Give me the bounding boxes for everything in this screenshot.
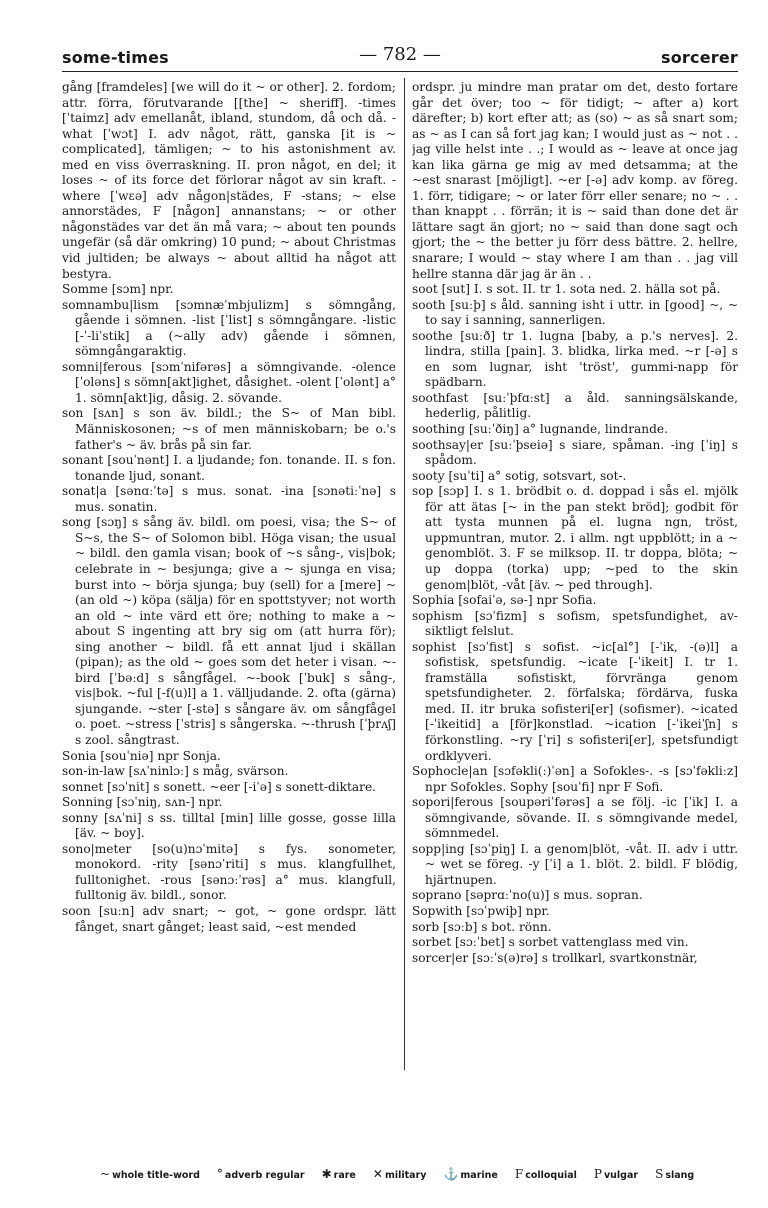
page-number: — 782 — [359, 44, 441, 65]
tilde-icon: ~ [100, 1167, 111, 1181]
dictionary-entry: sonny [sʌˈni] s ss. tilltal [min] lille gosse, gosse lilla [äv. ~ boy]. [62, 810, 396, 841]
dictionary-entry: sono|meter [so(u)nɔˈmitə] s fys. sonometer, monokord. -rity [sənɔˈriti] s mus. klangfullhet, fulltonighet. -rous [sənɔːˈrəs] a° mus. klangfull, fulltonig äv. bildl., sonor. [62, 841, 396, 903]
column-divider [404, 78, 405, 1070]
legend-item: ✱ rare [321, 1167, 356, 1181]
dictionary-entry: sonat|a [sənɑːˈtə] s mus. sonat. -ina [sɔnətiːˈnə] s mus. sonatin. [62, 484, 396, 514]
legend-item: ~ whole title-word [100, 1167, 200, 1181]
legend-item: ° adverb regular [216, 1167, 305, 1181]
dictionary-entry: sorcer|er [sɔːˈs(ə)rə] s trollkarl, svartkonstnär, [412, 950, 698, 965]
abbreviation-legend [100, 1167, 720, 1181]
dictionary-entry: soprano [səprɑːˈno(u)] s mus. sopran. [412, 888, 643, 903]
dictionary-entry: sonnet [sɔˈnit] s sonett. ~eer [-iˈə] s sonett-diktare. [62, 779, 377, 794]
right-column [412, 80, 738, 1060]
dictionary-entry: Sopwith [sɔˈpwiþ] npr. [412, 903, 550, 918]
left-column [62, 80, 396, 1060]
dictionary-entry: Sonia [souˈniə] npr Sonja. [62, 748, 221, 763]
colloquial-mark: F [514, 1167, 524, 1181]
dictionary-entry: Sophocle|an [sɔfəkli(ː)ˈən] a Sofokles-. -s [sɔˈfəkliːz] npr Sofokles. Sophy [souˈfi] npr F Sofi. [412, 764, 738, 794]
anchor-icon: ⚓ [443, 1167, 459, 1181]
dictionary-entry: sooth [suːþ] s åld. sanning isht i uttr. in [good] ~, ~ to say i sanning, sannerligen. [412, 297, 738, 328]
dictionary-entry: sopp|ing [sɔˈpiŋ] I. a genom|blöt, -våt. II. adv i uttr. ~ wet se föreg. -y [ˈi] a 1. blöt. 2. bildl. F blödig, hjärtnupen. [412, 841, 738, 887]
dictionary-entry: sop [sɔp] I. s 1. brödbit o. d. doppad i sås el. mjölk för att ätas [~ in the pan stekt bröd]; godbit för att tysta munnen på el. lugna ngn, tröst, uppmuntran, mutor. 2. i allm. ngt uppblött; in a ~ genomblöt. 3. F se milksop. II. tr doppa, blöta; ~ up doppa (torka) upp; ~ped to the skin genom|blöt, -våt [äv. ~ ped through]. [412, 484, 738, 592]
page-header [62, 40, 738, 70]
dictionary-entry: son-in-law [sʌˈninlɔː] s måg, svärson. [62, 764, 289, 779]
dictionary-entry: soothfast [suːˈþfɑːst] a åld. sanningsälskande, hederlig, pålitlig. [412, 390, 738, 421]
asterisk-icon: ✱ [321, 1167, 332, 1181]
slang-mark: S [655, 1167, 664, 1181]
dictionary-entry: Somme [sɔm] npr. [62, 282, 174, 297]
dictionary-entry: somnambu|lism [sɔmnæˈmbjulizm] s sömngång, gående i sömnen. -list [ˈlist] s sömngångare. -listic [-ˈ-liˈstik] a (~ally adv) gående i sömnen, sömngångaraktig. [62, 297, 396, 359]
dictionary-entry: Sonning [sɔˈniŋ, sʌn-] npr. [62, 795, 223, 810]
dictionary-entry: soothsay|er [suːˈþseiə] s siare, spåman. -ing [ˈiŋ] s spådom. [412, 437, 738, 468]
header-rule [62, 71, 738, 72]
crossed-swords-icon: ✕ [372, 1167, 383, 1181]
dictionary-entry: song [sɔŋ] s sång äv. bildl. om poesi, visa; the S~ of S~s, the S~ of Solomon bibl. Höga visan; the usual ~ bildl. den gamla visan; book of ~s sång-, vis|bok; celebrate in ~ besjunga; give a ~ sjunga en visa; burst into ~ börja sjunga; buy (sell) for a [mere] ~ (an old ~) köpa (sälja) för en spottstyver; not worth an old ~ inte värd ett öre; nothing to make a ~ about S ingenting att bry sig om (att hurra för); sing another ~ bildl. få ett annat ljud i skällan (pipan); as the old ~ goes som det heter i visan. ~-bird [ˈbəːd] s sångfågel. ~-book [ˈbuk] s sång-, vis|bok. ~ful [-f(u)l] a 1. välljudande. 2. ofta (gärna) sjungande. ~ster [-stə] s sångare äv. om sångfågel o. poet. ~stress [ˈstris] s sångerska. ~-thrush [ˈþrʌʃ] s zool. sångtrast. [62, 515, 396, 747]
dictionary-entry: sophism [sɔˈfizm] s sofism, spetsfundighet, av-siktligt felslut. [412, 608, 738, 639]
degree-icon: ° [216, 1167, 223, 1181]
legend-item: ⚓ marine [443, 1167, 498, 1181]
guide-word-right: sorcerer [661, 48, 738, 67]
dictionary-entry: sonant [souˈnənt] I. a ljudande; fon. tonande. II. s fon. tonande ljud, sonant. [62, 453, 396, 483]
vulgar-mark: P [593, 1167, 602, 1181]
guide-word-left: some-times [62, 48, 169, 67]
legend-item: S slang [655, 1167, 695, 1181]
dictionary-entry: ordspr. ju mindre man pratar om det, desto fortare går det över; too ~ för tidigt; ~ after a) kort därefter; b) kort efter att; as (so) ~ as så snart som; as ~ as I can så fort jag kan; I would just as ~ not . . jag ville helst inte . .; I would as ~ leave at once jag kan lika gärna ge mig av med detsamma; at the ~est snarast [möjligt]. ~er [-ə] adv komp. av föreg. 1. förr, tidigare; ~ or later förr eller senare; no ~ . . than knappt . . förrän; it is ~ said than done det är lättare sagt än gjort; no ~ said than done sagt och gjort; the ~ the better ju förr dess bättre. 2. hellre, snarare; I would ~ stay where I am than . . jag vill hellre stanna där jag är än . . [412, 80, 738, 281]
dictionary-entry: Sophia [sofaiˈə, sə-] npr Sofia. [412, 593, 597, 608]
dictionary-entry: sopori|ferous [soupəriˈfərəs] a se följ. -ic [ˈik] I. a sömngivande, sövande. II. s sömngivande medel, sömnmedel. [412, 795, 738, 841]
dictionary-entry: soothe [suːð] tr 1. lugna [baby, a p.'s nerves]. 2. lindra, stilla [pain]. 3. blidka, lirka med. ~r [-ə] s en som lugnar, isht 'tröst', gummi-napp för spädbarn. [412, 328, 738, 390]
dictionary-entry: sooty [suˈti] a° sotig, sotsvart, sot-. [412, 468, 627, 483]
legend-item: F colloquial [514, 1167, 577, 1181]
dictionary-entry: sorbet [sɔːˈbet] s sorbet vattenglass med vin. [412, 935, 689, 950]
dictionary-entry: somni|ferous [sɔmˈnifərəs] a sömngivande. -olence [ˈoləns] s sömn[akt]ighet, dåsighet. -olent [ˈolənt] a° 1. sömn[akt]ig, dåsig. 2. sövande. [62, 359, 396, 405]
legend-item: P vulgar [593, 1167, 639, 1181]
dictionary-entry: soon [suːn] adv snart; ~ got, ~ gone ordspr. lätt fånget, snart gånget; least said, ~est mended [62, 903, 396, 934]
dictionary-entry: soothing [suːˈðiŋ] a° lugnande, lindrande. [412, 422, 668, 437]
dictionary-entry: sophist [sɔˈfist] s sofist. ~ic[al°] [-ˈik, -(ə)l] a sofistisk, spetsfundig. ~icate [-ˈikeit] I. tr 1. framställa sofistiskt, förvränga genom spetsfundigheter. 2. förfalska; fördärva, fuska med. II. itr bruka sofisteri[er] (sofismer). ~icated [-ˈikeitid] a [för]konstlad. ~ication [-ˈikeiˈʃn] s förkonstling. ~ry [ˈri] s sofisteri[er], spetsfundigt ordklyveri. [412, 639, 738, 763]
legend-item: ✕ military [372, 1167, 427, 1181]
dictionary-entry: soot [sut] I. s sot. II. tr 1. sota ned. 2. hälla sot på. [412, 282, 721, 297]
dictionary-entry: gång [framdeles] [we will do it ~ or other]. 2. fordom; attr. förra, förutvarande [[the] ~ sheriff]. -times [ˈtaimz] adv emellanåt, ibland, stundom, då och då. -what [ˈwɔt] I. adv något, rätt, ganska [it is ~ complicated], tämligen; ~ to his astonishment av. med en viss överraskning. II. pron något, en del; it loses ~ of its force det förlorar något av sin kraft. -where [ˈwεə] adv någon|städes, F -stans; ~ else annorstädes, F [någon] annanstans; ~ or other någonstädes var det än må vara; ~ about ten pounds ungefär (så där omkring) 10 pund; ~ about Christmas vid jultiden; be always ~ about alltid ha något att bestyra. [62, 80, 396, 281]
dictionary-entry: son [sʌn] s son äv. bildl.; the S~ of Man bibl. Människosonen; ~s of men människobarn; be o.'s father's ~ äv. brås på sin far. [62, 406, 396, 452]
dictionary-entry: sorb [sɔːb] s bot. rönn. [412, 919, 552, 934]
